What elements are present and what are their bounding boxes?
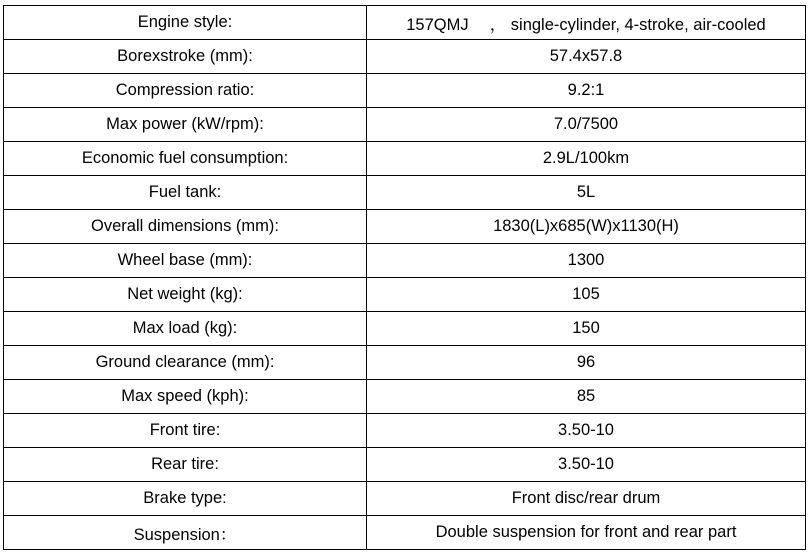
table-row bbox=[4, 40, 806, 74]
spec-value: 1300 bbox=[367, 244, 806, 278]
spec-label: Brake type: bbox=[4, 482, 367, 516]
table-row bbox=[4, 346, 806, 380]
spec-label: Engine style: bbox=[4, 6, 367, 40]
spec-value: 1830(L)x685(W)x1130(H) bbox=[367, 210, 806, 244]
spec-label: Suspension： bbox=[4, 516, 367, 550]
spec-label: Wheel base (mm): bbox=[4, 244, 367, 278]
spec-value: 3.50-10 bbox=[367, 448, 806, 482]
table-row bbox=[4, 516, 806, 550]
spec-label: Net weight (kg): bbox=[4, 278, 367, 312]
spec-value: Double suspension for front and rear part bbox=[367, 516, 806, 550]
spec-label: Front tire: bbox=[4, 414, 367, 448]
spec-label: Max power (kW/rpm): bbox=[4, 108, 367, 142]
spec-label: Borexstroke (mm): bbox=[4, 40, 367, 74]
table-row bbox=[4, 482, 806, 516]
table-row bbox=[4, 6, 806, 40]
spec-label: Overall dimensions (mm): bbox=[4, 210, 367, 244]
spec-label: Ground clearance (mm): bbox=[4, 346, 367, 380]
spec-value: 9.2:1 bbox=[367, 74, 806, 108]
table-row bbox=[4, 244, 806, 278]
table-row bbox=[4, 176, 806, 210]
table-row bbox=[4, 210, 806, 244]
spec-value: 96 bbox=[367, 346, 806, 380]
table-row bbox=[4, 108, 806, 142]
spec-value: 3.50-10 bbox=[367, 414, 806, 448]
spec-label: Compression ratio: bbox=[4, 74, 367, 108]
spec-label: Max load (kg): bbox=[4, 312, 367, 346]
table-row bbox=[4, 448, 806, 482]
spec-value: 5L bbox=[367, 176, 806, 210]
spec-value: 105 bbox=[367, 278, 806, 312]
table-row bbox=[4, 74, 806, 108]
table-row bbox=[4, 142, 806, 176]
table-row bbox=[4, 312, 806, 346]
spec-label: Max speed (kph): bbox=[4, 380, 367, 414]
spec-value: 157QMJ ， single-cylinder, 4-stroke, air-cooled bbox=[367, 6, 806, 40]
spec-value: 150 bbox=[367, 312, 806, 346]
spec-value: 2.9L/100km bbox=[367, 142, 806, 176]
spec-value: 85 bbox=[367, 380, 806, 414]
spec-value: 57.4x57.8 bbox=[367, 40, 806, 74]
spec-table-body bbox=[4, 6, 806, 550]
table-row bbox=[4, 414, 806, 448]
spec-label: Economic fuel consumption: bbox=[4, 142, 367, 176]
spec-table bbox=[3, 5, 806, 550]
spec-value: Front disc/rear drum bbox=[367, 482, 806, 516]
spec-label: Rear tire: bbox=[4, 448, 367, 482]
table-row bbox=[4, 380, 806, 414]
table-row bbox=[4, 278, 806, 312]
spec-value: 7.0/7500 bbox=[367, 108, 806, 142]
spec-label: Fuel tank: bbox=[4, 176, 367, 210]
